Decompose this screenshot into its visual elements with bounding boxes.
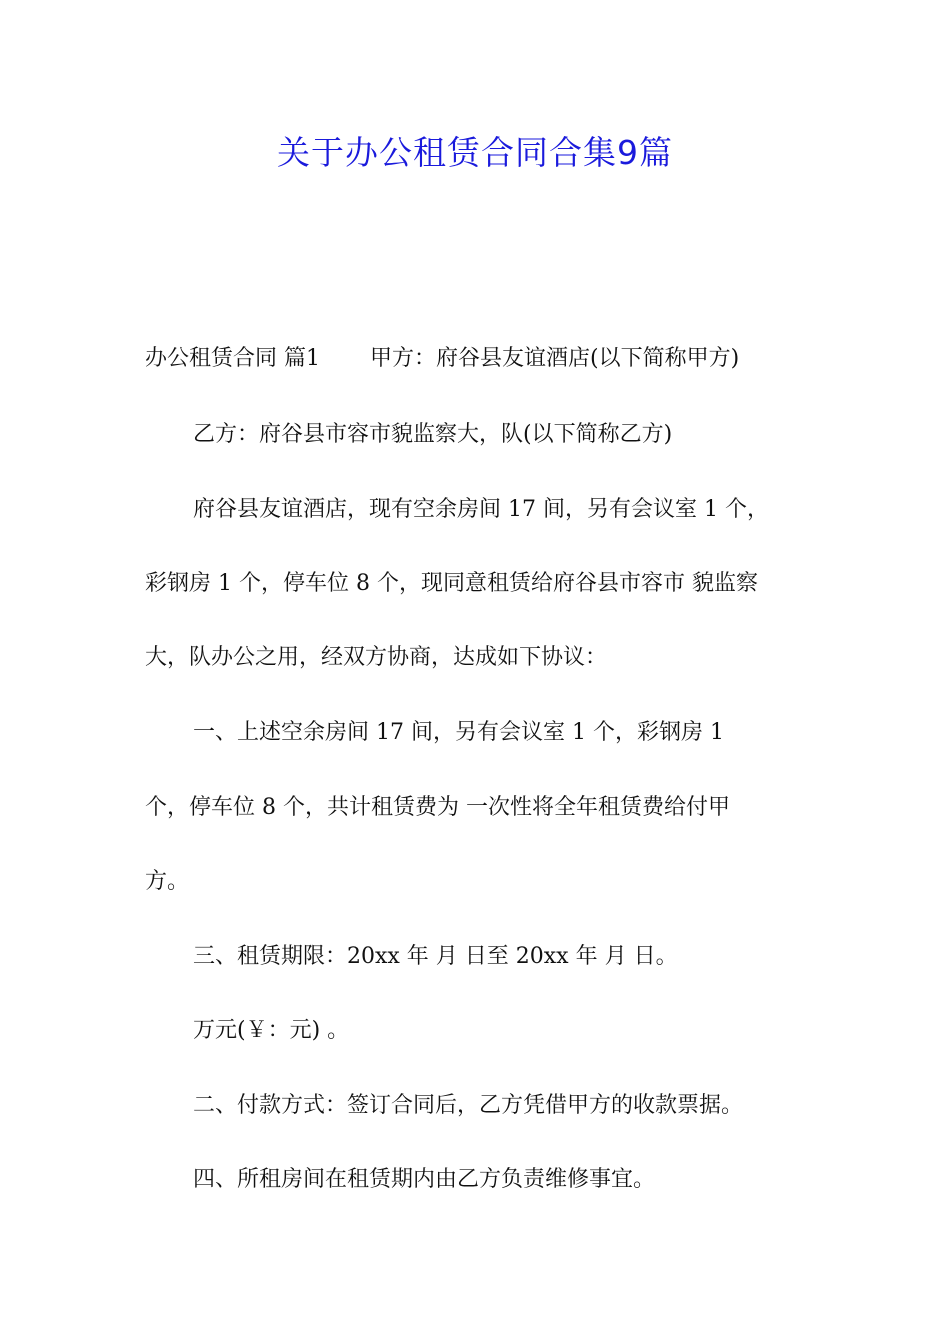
paragraph-line-3: 府谷县友谊酒店，现有空余房间 17 间，另有会议室 1 个， (193, 497, 769, 522)
paragraph-line-6: 一、上述空余房间 17 间，另有会议室 1 个，彩钢房 1 (193, 720, 724, 745)
paragraph-line-1 (145, 341, 815, 377)
document-title: 关于办公租赁合同合集9篇 (277, 133, 673, 172)
paragraph-line-9: 三、租赁期限：20xx 年 月 日至 20xx 年 月 日。 (193, 944, 678, 969)
paragraph-line-10: 万元(￥：元) 。 (193, 1018, 350, 1043)
paragraph-line-8: 方。 (145, 869, 190, 894)
paragraph-line-4: 彩钢房 1 个，停车位 8 个，现同意租赁给府谷县市容市 貌监察 (145, 571, 758, 596)
paragraph-line-7: 个，停车位 8 个，共计租赁费为 一次性将全年租赁费给付甲 (145, 795, 730, 820)
party-a-text: 甲方：府谷县友谊酒店(以下简称甲方) (370, 346, 740, 371)
paragraph-line-2: 乙方：府谷县市容市貌监察大，队(以下简称乙方) (193, 422, 673, 447)
paragraph-line-12: 四、所租房间在租赁期内由乙方负责维修事宜。 (193, 1167, 656, 1192)
paragraph-line-5: 大，队办公之用，经双方协商，达成如下协议： (145, 645, 608, 670)
paragraph-line-11: 二、付款方式：签订合同后，乙方凭借甲方的收款票据。 (193, 1093, 744, 1118)
contract-heading: 办公租赁合同 篇1 (145, 346, 320, 371)
